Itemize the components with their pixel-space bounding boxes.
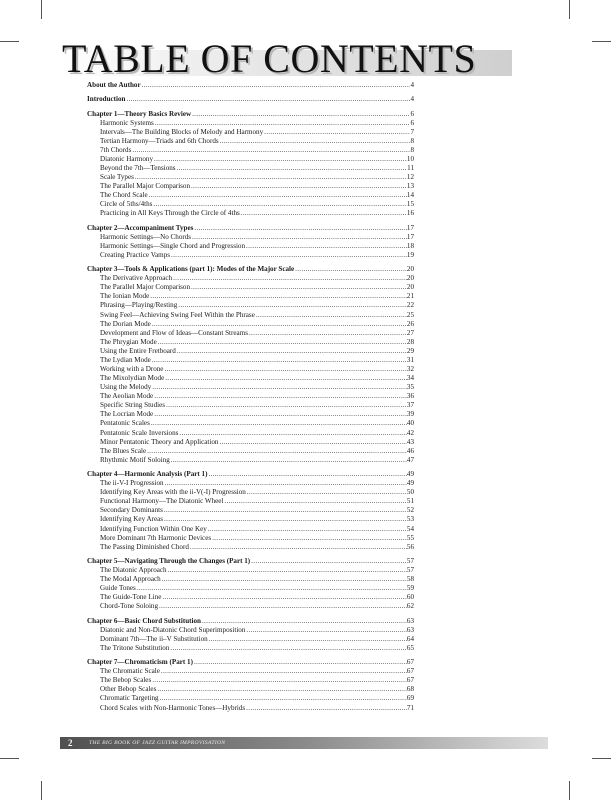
toc-leader-dots <box>163 365 406 374</box>
toc-leader-dots <box>193 658 407 667</box>
toc-leader-dots <box>176 164 408 173</box>
toc-page-number: 57 <box>406 556 414 565</box>
toc-leader-dots <box>177 301 407 310</box>
toc-entry-title: Working with a Drone <box>100 365 164 374</box>
toc-page-number: 49 <box>406 470 414 479</box>
toc-leader-dots <box>151 356 407 365</box>
toc-entry-title: The Mixolydian Mode <box>100 374 165 383</box>
toc-page-number: 22 <box>406 301 414 310</box>
toc-entry <box>87 438 414 447</box>
toc-entry-title: Introduction <box>87 95 126 104</box>
toc-leader-dots <box>134 173 407 182</box>
toc-leader-dots <box>159 694 407 703</box>
toc-entry <box>87 292 414 301</box>
crop-mark <box>0 41 19 42</box>
toc-entry-title: Chapter 7—Chromaticism (Part 1) <box>87 658 193 667</box>
toc-leader-dots <box>163 515 407 524</box>
toc-leader-dots <box>191 233 407 242</box>
toc-page-number: 47 <box>406 455 414 464</box>
toc-entry-title: The Lydian Mode <box>100 355 151 364</box>
toc-page-number: 18 <box>406 241 414 250</box>
toc-page-number: 58 <box>406 575 414 584</box>
toc-page-number: 26 <box>406 319 414 328</box>
toc-leader-dots <box>163 506 407 515</box>
toc-entry-title: More Dominant 7th Harmonic Devices <box>100 533 212 542</box>
toc-entry-title: The Parallel Major Comparison <box>100 182 191 191</box>
toc-entry <box>87 479 414 488</box>
toc-entry <box>87 356 414 365</box>
toc-leader-dots <box>219 137 411 146</box>
toc-leader-dots <box>157 338 407 347</box>
toc-entry <box>87 704 414 713</box>
toc-leader-dots <box>152 200 406 209</box>
toc-entry-title: Harmonic Settings—No Chords <box>100 232 192 241</box>
toc-page-number: 16 <box>406 209 414 218</box>
toc-entry-title: Chord Scales with Non-Harmonic Tones—Hybrids <box>100 703 246 712</box>
crop-mark <box>41 781 42 800</box>
toc-entry <box>87 128 414 137</box>
page-title: TABLE OF CONTENTS <box>62 36 477 81</box>
toc-leader-dots <box>170 251 407 260</box>
toc-entry <box>87 301 414 310</box>
toc-page-number: 27 <box>406 328 414 337</box>
toc-entry <box>87 119 414 128</box>
toc-leader-dots <box>164 479 407 488</box>
toc-page-number: 35 <box>406 383 414 392</box>
toc-page-number: 42 <box>406 428 414 437</box>
toc-chapter-entry <box>87 224 414 233</box>
toc-leader-dots <box>151 320 407 329</box>
toc-entry <box>87 338 414 347</box>
toc-leader-dots <box>136 584 407 593</box>
toc-entry <box>87 311 414 320</box>
toc-entry <box>87 497 414 506</box>
toc-entry <box>87 173 414 182</box>
toc-page-number: 65 <box>406 643 414 652</box>
toc-entry <box>87 200 414 209</box>
toc-page-number: 40 <box>406 419 414 428</box>
toc-entry-title: Chord-Tone Soloing <box>100 602 159 611</box>
toc-page-number: 53 <box>406 515 414 524</box>
toc-page-number: 43 <box>406 437 414 446</box>
toc-leader-dots <box>190 182 407 191</box>
toc-entry <box>87 374 414 383</box>
toc-entry-title: Identifying Key Areas with the ii-V(-I) Progression <box>100 488 246 497</box>
toc-entry-title: The Guide-Tone Line <box>100 593 162 602</box>
toc-leader-dots <box>240 209 407 218</box>
crop-mark <box>569 0 570 19</box>
toc-page-number: 8 <box>410 145 414 154</box>
toc-leader-dots <box>141 81 411 90</box>
toc-entry-title: Identifying Function Within One Key <box>100 524 207 533</box>
toc-leader-dots <box>189 543 407 552</box>
toc-leader-dots <box>164 374 407 383</box>
toc-entry <box>87 534 414 543</box>
toc-leader-dots <box>151 383 407 392</box>
toc-leader-dots <box>207 525 407 534</box>
toc-page-number: 63 <box>406 616 414 625</box>
toc-leader-dots <box>218 438 406 447</box>
toc-entry-title: Identifying Key Areas <box>100 515 164 524</box>
toc-page-number: 64 <box>406 634 414 643</box>
toc-entry-title: Guide Tones <box>100 584 136 593</box>
toc-entry-title: Phrasing—Playing/Resting <box>100 301 178 310</box>
toc-leader-dots <box>250 557 407 566</box>
toc-entry <box>87 685 414 694</box>
toc-entry-title: Chromatic Targeting <box>100 694 159 703</box>
toc-entry <box>87 209 414 218</box>
toc-leader-dots <box>161 575 407 584</box>
toc-chapter-entry <box>87 557 414 566</box>
toc-entry <box>87 525 414 534</box>
toc-leader-dots <box>170 456 407 465</box>
toc-entry <box>87 137 414 146</box>
toc-entry <box>87 401 414 410</box>
toc-entry-title: Secondary Dominants <box>100 506 163 515</box>
toc-leader-dots <box>245 626 407 635</box>
toc-page-number: 31 <box>406 355 414 364</box>
toc-entry-title: Pentatonic Scales <box>100 419 150 428</box>
toc-entry <box>87 566 414 575</box>
toc-entry-title: The ii-V-I Progression <box>100 479 164 488</box>
toc-page-number: 12 <box>406 173 414 182</box>
toc-leader-dots <box>156 685 407 694</box>
toc-leader-dots <box>245 704 407 713</box>
toc-entry <box>87 329 414 338</box>
toc-entry-title: The Chromatic Scale <box>100 667 160 676</box>
toc-page-number: 34 <box>406 374 414 383</box>
toc-entry <box>87 274 414 283</box>
toc-chapter-entry <box>87 265 414 274</box>
toc-entry-title: The Phrygian Mode <box>100 337 157 346</box>
toc-entry <box>87 602 414 611</box>
toc-entry-title: The Derivative Approach <box>100 274 173 283</box>
toc-entry <box>87 164 414 173</box>
toc-entry <box>87 419 414 428</box>
toc-page-number: 52 <box>406 506 414 515</box>
toc-page-number: 20 <box>406 274 414 283</box>
crop-mark <box>0 758 19 759</box>
toc-page-number: 7 <box>410 127 414 136</box>
toc-page-number: 71 <box>406 703 414 712</box>
toc-leader-dots <box>245 242 407 251</box>
crop-mark <box>592 41 611 42</box>
toc-entry <box>87 392 414 401</box>
toc-page-number: 14 <box>406 191 414 200</box>
toc-page-number: 55 <box>406 533 414 542</box>
toc-page-number: 39 <box>406 410 414 419</box>
toc-entry-title: Practicing in All Keys Through the Circle of 4ths <box>100 209 240 218</box>
toc-entry <box>87 347 414 356</box>
toc-entry-title: The Parallel Major Comparison <box>100 283 191 292</box>
toc-entry-title: Creating Practice Vamps <box>100 250 170 259</box>
toc-entry <box>87 320 414 329</box>
toc-page-number: 20 <box>406 265 414 274</box>
toc-leader-dots <box>149 292 407 301</box>
toc-leader-dots <box>255 311 407 320</box>
toc-page-number: 17 <box>406 232 414 241</box>
toc-page-number: 49 <box>406 479 414 488</box>
toc-leader-dots <box>153 392 407 401</box>
crop-mark <box>592 758 611 759</box>
toc-leader-dots <box>208 635 407 644</box>
toc-page-number: 67 <box>406 667 414 676</box>
toc-entry-title: The Aeolian Mode <box>100 392 154 401</box>
toc-entry-title: The Modal Approach <box>100 575 161 584</box>
toc-page-number: 60 <box>406 593 414 602</box>
toc-leader-dots <box>294 265 407 274</box>
toc-entry <box>87 155 414 164</box>
toc-page-number: 46 <box>406 446 414 455</box>
toc-entry-title: Chapter 3—Tools & Applications (part 1): Modes of the Major Scale <box>87 265 295 274</box>
toc-entry <box>87 543 414 552</box>
toc-leader-dots <box>153 410 407 419</box>
toc-entry-title: Dominant 7th—The ii–V Substitution <box>100 634 208 643</box>
toc-leader-dots <box>167 566 407 575</box>
crop-mark <box>41 0 42 19</box>
toc-leader-dots <box>211 534 407 543</box>
toc-entry-title: Chapter 5—Navigating Through the Changes (Part 1) <box>87 556 251 565</box>
toc-page-number: 19 <box>406 250 414 259</box>
toc-entry-title: Development and Flow of Ideas—Constant Streams <box>100 328 248 337</box>
table-of-contents <box>87 81 414 713</box>
toc-entry-title: Circle of 5ths/4ths <box>100 200 153 209</box>
toc-entry <box>87 584 414 593</box>
toc-entry-title: Beyond the 7th—Tensions <box>100 164 176 172</box>
toc-entry-title: Specific String Studies <box>100 401 166 410</box>
toc-entry-title: The Bebop Scales <box>100 676 152 685</box>
toc-leader-dots <box>207 470 406 479</box>
toc-page-number: 59 <box>406 584 414 593</box>
toc-leader-dots <box>223 497 407 506</box>
toc-entry <box>87 242 414 251</box>
toc-entry-title: Pentatonic Scale Inversions <box>100 428 179 437</box>
toc-entry-title: About the Author <box>87 81 141 89</box>
toc-leader-dots <box>201 617 407 626</box>
toc-entry-title: Diatonic Harmony <box>100 154 153 163</box>
toc-page-number: 29 <box>406 346 414 355</box>
toc-entry-title: Using the Entire Fretboard <box>100 346 176 355</box>
toc-page-number: 11 <box>407 164 414 172</box>
toc-page-number: 67 <box>406 676 414 685</box>
toc-page-number: 6 <box>410 118 414 127</box>
toc-page-number: 8 <box>410 136 414 145</box>
toc-entry <box>87 191 414 200</box>
toc-page-number: 15 <box>406 200 414 209</box>
toc-leader-dots <box>172 274 407 283</box>
toc-page-number: 36 <box>406 392 414 401</box>
toc-entry-title: The Dorian Mode <box>100 319 151 328</box>
toc-entry <box>87 667 414 676</box>
toc-page-number: 21 <box>406 292 414 301</box>
toc-entry <box>87 182 414 191</box>
toc-entry <box>87 506 414 515</box>
toc-entry-title: The Diatonic Approach <box>100 566 167 575</box>
toc-page-number: 57 <box>406 566 414 575</box>
toc-page-number: 56 <box>406 542 414 551</box>
toc-page-number: 17 <box>406 223 414 232</box>
toc-entry <box>87 146 414 155</box>
toc-page-number: 62 <box>406 602 414 611</box>
toc-entry <box>87 251 414 260</box>
toc-chapter-entry <box>87 95 414 104</box>
crop-mark <box>569 781 570 800</box>
toc-entry-title: The Locrian Mode <box>100 410 154 419</box>
toc-entry-title: Harmonic Settings—Single Chord and Progression <box>100 241 246 250</box>
toc-entry-title: Minor Pentatonic Theory and Application <box>100 437 219 446</box>
toc-entry <box>87 410 414 419</box>
toc-page-number: 37 <box>406 401 414 410</box>
toc-page-number: 28 <box>406 337 414 346</box>
toc-entry <box>87 635 414 644</box>
toc-entry-title: Tertian Harmony—Triads and 6th Chords <box>100 136 219 145</box>
toc-page-number: 6 <box>410 109 414 118</box>
toc-leader-dots <box>165 401 407 410</box>
toc-entry-title: Chapter 1—Theory Basics Review <box>87 109 192 118</box>
toc-leader-dots <box>150 419 407 428</box>
toc-leader-dots <box>151 676 407 685</box>
toc-chapter-entry <box>87 658 414 667</box>
toc-entry-title: The Blues Scale <box>100 446 147 455</box>
toc-leader-dots <box>191 110 410 119</box>
toc-chapter-entry <box>87 617 414 626</box>
toc-leader-dots <box>153 155 407 164</box>
toc-entry-title: Scale Types <box>100 173 134 182</box>
toc-entry <box>87 644 414 653</box>
toc-page-number: 4 <box>410 81 414 89</box>
toc-page-number: 51 <box>406 497 414 506</box>
toc-entry-title: Rhythmic Motif Soloing <box>100 455 170 464</box>
toc-entry <box>87 694 414 703</box>
toc-entry <box>87 283 414 292</box>
toc-entry <box>87 488 414 497</box>
toc-leader-dots <box>178 429 407 438</box>
toc-page-number: 25 <box>406 310 414 319</box>
toc-entry <box>87 447 414 456</box>
toc-leader-dots <box>158 602 407 611</box>
toc-entry-title: Harmonic Systems <box>100 118 154 127</box>
toc-entry-title: The Passing Diminished Chord <box>100 542 189 551</box>
toc-chapter-entry <box>87 110 414 119</box>
toc-entry-title: Using the Melody <box>100 383 152 392</box>
toc-page-number: 4 <box>410 95 414 104</box>
toc-leader-dots <box>154 119 411 128</box>
toc-leader-dots <box>146 447 407 456</box>
toc-entry <box>87 456 414 465</box>
toc-entry <box>87 383 414 392</box>
toc-leader-dots <box>193 224 407 233</box>
toc-entry-title: Chapter 4—Harmonic Analysis (Part 1) <box>87 470 208 479</box>
page-number: 2 <box>68 738 73 748</box>
toc-entry-title: Swing Feel—Achieving Swing Feel Within the Phrase <box>100 310 255 319</box>
toc-entry <box>87 515 414 524</box>
toc-entry-title: Other Bebop Scales <box>100 685 157 694</box>
toc-entry-title: Chapter 2—Accompaniment Types <box>87 223 194 232</box>
toc-leader-dots <box>148 191 407 200</box>
toc-leader-dots <box>263 128 410 137</box>
toc-page-number: 54 <box>406 524 414 533</box>
book-title: THE BIG BOOK OF JAZZ GUITAR IMPROVISATION <box>89 740 226 746</box>
toc-entry <box>87 676 414 685</box>
toc-page-number: 32 <box>406 365 414 374</box>
toc-leader-dots <box>246 488 407 497</box>
toc-entry <box>87 365 414 374</box>
toc-chapter-entry <box>87 470 414 479</box>
toc-entry-title: The Ionian Mode <box>100 292 150 301</box>
toc-leader-dots <box>248 329 407 338</box>
toc-entry <box>87 626 414 635</box>
toc-leader-dots <box>161 593 407 602</box>
toc-page-number: 63 <box>406 625 414 634</box>
toc-entry <box>87 593 414 602</box>
toc-entry-title: 7th Chords <box>100 145 132 154</box>
toc-entry-title: The Chord Scale <box>100 191 148 200</box>
toc-leader-dots <box>131 146 410 155</box>
toc-page-number: 50 <box>406 488 414 497</box>
toc-page-number: 13 <box>406 182 414 191</box>
toc-chapter-entry <box>87 81 414 90</box>
toc-entry-title: Intervals—The Building Blocks of Melody and Harmony <box>100 127 264 136</box>
toc-entry <box>87 429 414 438</box>
toc-entry-title: Chapter 6—Basic Chord Substitution <box>87 616 201 625</box>
toc-page-number: 68 <box>406 685 414 694</box>
toc-leader-dots <box>126 95 411 104</box>
toc-page-number: 20 <box>406 283 414 292</box>
toc-entry-title: Diatonic and Non-Diatonic Chord Superimposition <box>100 625 246 634</box>
toc-entry-title: Functional Harmony—The Diatonic Wheel <box>100 497 224 506</box>
toc-entry <box>87 575 414 584</box>
toc-leader-dots <box>176 347 407 356</box>
toc-leader-dots <box>169 644 407 653</box>
toc-page-number: 10 <box>406 154 414 163</box>
toc-leader-dots <box>190 283 407 292</box>
toc-entry <box>87 233 414 242</box>
toc-page-number: 67 <box>406 658 414 667</box>
toc-leader-dots <box>160 667 407 676</box>
toc-page-number: 69 <box>406 694 414 703</box>
toc-entry-title: The Tritone Substitution <box>100 643 170 652</box>
